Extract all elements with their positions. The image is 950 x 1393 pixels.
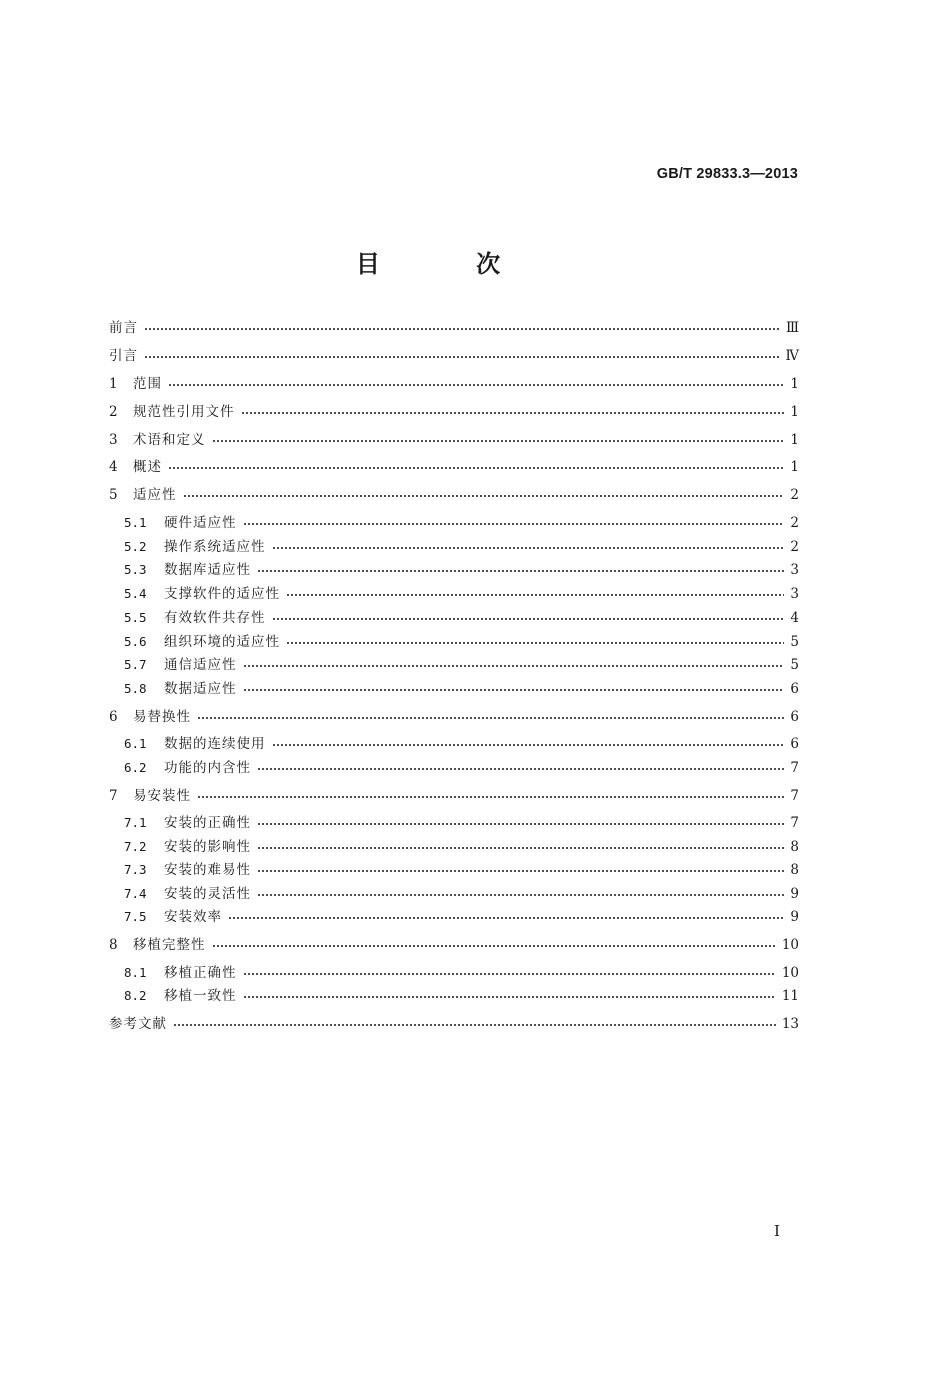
- toc-entry-8-1[interactable]: [124, 963, 799, 983]
- toc-entry-1[interactable]: [109, 374, 799, 394]
- toc-entry-number: 5.5: [124, 610, 147, 625]
- dot-leader: [257, 868, 784, 874]
- toc-entry-page: 9: [790, 909, 799, 925]
- toc-entry-number: 7: [109, 788, 118, 804]
- toc-entry-8-2[interactable]: [124, 986, 799, 1006]
- toc-entry-number: 1: [109, 376, 118, 392]
- toc-entry-page: 11: [781, 988, 799, 1004]
- toc-entry-page: 2: [790, 539, 799, 555]
- toc-entry-number: 5.6: [124, 634, 147, 649]
- dot-leader: [257, 766, 784, 772]
- toc-entry-page: 3: [790, 562, 799, 578]
- toc-entry-5-5[interactable]: [124, 608, 799, 628]
- dot-leader: [183, 493, 785, 499]
- toc-entry-title: 范围: [133, 376, 162, 392]
- dot-leader: [272, 616, 785, 622]
- dot-leader: [243, 687, 785, 693]
- toc-entry-title: 通信适应性: [164, 657, 237, 673]
- toc-entry-number: 6.2: [124, 760, 147, 775]
- toc-entry-page: 5: [790, 634, 799, 650]
- toc-entry-5-2[interactable]: [124, 537, 799, 557]
- dot-leader: [257, 568, 784, 574]
- dot-leader: [168, 465, 784, 471]
- dot-leader: [272, 545, 785, 551]
- toc-entry-title: 功能的内含性: [164, 760, 251, 776]
- toc-entry-number: 5.4: [124, 586, 147, 601]
- toc-entry-title: 硬件适应性: [164, 515, 237, 531]
- toc-entry-6[interactable]: [109, 707, 799, 727]
- toc-entry-title: 易替换性: [133, 709, 191, 725]
- toc-entry-number: 7.3: [124, 862, 147, 877]
- toc-entry-title: 易安装性: [133, 788, 191, 804]
- toc-entry-page: 4: [790, 610, 799, 626]
- toc-entry-6-1[interactable]: [124, 734, 799, 754]
- toc-entry-title: 安装效率: [164, 909, 222, 925]
- toc-entry-page: Ⅳ: [785, 348, 799, 364]
- toc-entry-title: 数据的连续使用: [164, 736, 266, 752]
- toc-entry-page: 5: [790, 657, 799, 673]
- dot-leader: [286, 640, 784, 646]
- dot-leader: [228, 915, 784, 921]
- dot-leader: [144, 354, 780, 360]
- dot-leader: [168, 382, 784, 388]
- toc-entry-title: 安装的灵活性: [164, 886, 251, 902]
- standard-code: GB/T 29833.3—2013: [656, 166, 798, 182]
- toc-entry-page: 6: [790, 681, 799, 697]
- toc-entry-5-7[interactable]: [124, 655, 799, 675]
- toc-entry-number: 5.2: [124, 539, 147, 554]
- toc-entry-page: 3: [790, 586, 799, 602]
- toc-title: 目 次: [355, 250, 545, 278]
- toc-entry-title: 安装的难易性: [164, 862, 251, 878]
- toc-entry-title: 有效软件共存性: [164, 610, 266, 626]
- toc-entry-number: 8.2: [124, 988, 147, 1003]
- toc-entry-7-1[interactable]: [124, 813, 799, 833]
- dot-leader: [243, 971, 776, 977]
- toc-entry-page: 6: [790, 709, 799, 725]
- toc-entry-page: 10: [781, 965, 799, 981]
- toc-entry-7-2[interactable]: [124, 837, 799, 857]
- dot-leader: [212, 943, 776, 949]
- toc-entry-page: 7: [790, 815, 799, 831]
- toc-entry-page: 8: [790, 862, 799, 878]
- dot-leader: [286, 592, 784, 598]
- toc-entry-5[interactable]: [109, 485, 799, 505]
- toc-entry-page: 1: [790, 432, 799, 448]
- toc-entry-number: 6: [109, 709, 118, 725]
- toc-entry-number: 4: [109, 459, 118, 475]
- toc-entry-page: 10: [781, 937, 799, 953]
- toc-entry-number: 7.4: [124, 886, 147, 901]
- dot-leader: [241, 410, 785, 416]
- dot-leader: [243, 994, 776, 1000]
- toc-entry-number: 7.5: [124, 909, 147, 924]
- toc-entry-number: 7.2: [124, 839, 147, 854]
- toc-entry-title: 操作系统适应性: [164, 539, 266, 555]
- toc-entry-3[interactable]: [109, 430, 799, 450]
- toc-entry-number: 8.1: [124, 965, 147, 980]
- toc-entry-number: 6.1: [124, 736, 147, 751]
- dot-leader: [197, 794, 784, 800]
- toc-entry-2[interactable]: [109, 402, 799, 422]
- toc-entry-7-4[interactable]: [124, 884, 799, 904]
- page-number: I: [774, 1222, 780, 1240]
- dot-leader: [272, 742, 785, 748]
- dot-leader: [197, 715, 784, 721]
- dot-leader: [144, 326, 780, 332]
- toc-entry-title: 移植完整性: [133, 937, 206, 953]
- toc-entry-bibliography[interactable]: [109, 1014, 799, 1034]
- toc-entry-title: 支撑软件的适应性: [164, 586, 280, 602]
- toc-entry-page: Ⅲ: [785, 320, 799, 336]
- toc-entry-number: 5.3: [124, 562, 147, 577]
- toc-entry-8[interactable]: [109, 935, 799, 955]
- toc-entry-number: 5.7: [124, 657, 147, 672]
- toc-entry-5-1[interactable]: [124, 513, 799, 533]
- dot-leader: [173, 1022, 776, 1028]
- toc-entry-number: 5.8: [124, 681, 147, 696]
- toc-entry-7[interactable]: [109, 786, 799, 806]
- toc-entry-page: 2: [790, 487, 799, 503]
- toc-entry-title: 组织环境的适应性: [164, 634, 280, 650]
- dot-leader: [243, 663, 785, 669]
- toc-entry-title: 术语和定义: [133, 432, 206, 448]
- dot-leader: [257, 821, 784, 827]
- toc-entry-page: 2: [790, 515, 799, 531]
- toc-entry-title: 参考文献: [109, 1016, 167, 1032]
- toc-entry-6-2[interactable]: [124, 758, 799, 778]
- toc-entry-page: 7: [790, 788, 799, 804]
- dot-leader: [257, 892, 784, 898]
- toc-entry-number: 2: [109, 404, 118, 420]
- toc-entry-title: 引言: [109, 348, 138, 364]
- toc-entry-title: 数据适应性: [164, 681, 237, 697]
- toc-entry-title: 安装的影响性: [164, 839, 251, 855]
- toc-entry-page: 1: [790, 459, 799, 475]
- toc-entry-4[interactable]: [109, 457, 799, 477]
- toc-entry-page: 6: [790, 736, 799, 752]
- dot-leader: [212, 438, 785, 444]
- toc-entry-5-4[interactable]: [124, 584, 799, 604]
- toc-entry-5-3[interactable]: [124, 560, 799, 580]
- toc-entry-number: 8: [109, 937, 118, 953]
- toc-entry-number: 5: [109, 487, 118, 503]
- toc-entry-number: 7.1: [124, 815, 147, 830]
- toc-entry-5-6[interactable]: [124, 632, 799, 652]
- toc-entry-number: 5.1: [124, 515, 147, 530]
- toc-entry-title: 数据库适应性: [164, 562, 251, 578]
- toc-entry-7-3[interactable]: [124, 860, 799, 880]
- toc-entry-foreword[interactable]: [109, 318, 799, 338]
- toc-entry-7-5[interactable]: [124, 907, 799, 927]
- dot-leader: [257, 845, 784, 851]
- toc-entry-title: 适应性: [133, 487, 177, 503]
- dot-leader: [243, 521, 785, 527]
- toc-entry-title: 移植正确性: [164, 965, 237, 981]
- toc-entry-page: 13: [781, 1016, 799, 1032]
- toc-entry-number: 3: [109, 432, 118, 448]
- toc-entry-page: 1: [790, 376, 799, 392]
- toc-entry-5-8[interactable]: [124, 679, 799, 699]
- toc-entry-title: 安装的正确性: [164, 815, 251, 831]
- toc-entry-page: 9: [790, 886, 799, 902]
- toc-entry-introduction[interactable]: [109, 346, 799, 366]
- toc-entry-page: 8: [790, 839, 799, 855]
- toc-entry-title: 移植一致性: [164, 988, 237, 1004]
- toc-entry-title: 前言: [109, 320, 138, 336]
- toc-entry-title: 规范性引用文件: [133, 404, 235, 420]
- toc-entry-title: 概述: [133, 459, 162, 475]
- toc-entry-page: 1: [790, 404, 799, 420]
- toc-entry-page: 7: [790, 760, 799, 776]
